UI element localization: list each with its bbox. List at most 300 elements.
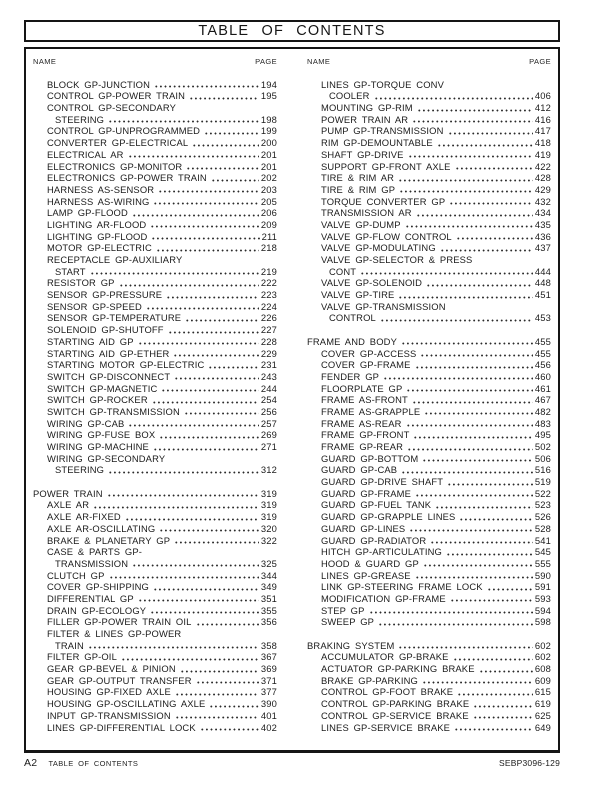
toc-page-number: 417	[534, 125, 551, 137]
toc-entry-row	[33, 78, 277, 90]
toc-page-number: 453	[534, 312, 551, 324]
toc-page-number: 422	[534, 160, 551, 172]
toc-entry-row	[33, 510, 277, 522]
toc-entry-row	[33, 405, 277, 417]
toc-entry-row	[33, 464, 277, 476]
dot-leader	[456, 237, 533, 240]
toc-entry-row	[307, 277, 551, 289]
toc-page-number: 522	[534, 487, 551, 499]
toc-section-row	[307, 639, 551, 651]
footer-page-number: A2	[24, 757, 38, 769]
toc-entry-row	[307, 101, 551, 113]
footer-doc-number: SEBP3096-129	[499, 758, 560, 768]
dot-leader	[398, 646, 532, 649]
dot-leader	[413, 436, 532, 439]
toc-page-number: 194	[260, 78, 277, 90]
toc-page-number: 390	[260, 698, 277, 710]
dot-leader	[173, 354, 258, 357]
toc-entry-title: LINK GP-STEERING FRAME LOCK	[321, 581, 483, 593]
toc-entry-row	[33, 686, 277, 698]
toc-entry-row	[33, 207, 277, 219]
toc-page-number: 602	[534, 651, 551, 663]
toc-entry-row	[33, 359, 277, 371]
dot-leader	[398, 296, 532, 299]
dot-leader	[380, 319, 533, 322]
dot-leader	[450, 599, 533, 602]
toc-entry-row	[307, 78, 551, 90]
toc-page-number: 356	[260, 616, 277, 628]
toc-entry-row	[307, 90, 551, 102]
toc-entry-title: SOLENOID GP-SHUTOFF	[47, 324, 164, 336]
toc-entry-title: SWEEP GP	[321, 616, 375, 628]
toc-entry-title: GUARD GP-BOTTOM	[321, 452, 419, 464]
toc-entry-row	[33, 335, 277, 347]
page-footer	[24, 757, 560, 769]
toc-page-number: 594	[534, 604, 551, 616]
toc-entry-title: CONTROL GP-SERVICE BRAKE	[321, 709, 469, 721]
toc-page-number: 608	[534, 663, 551, 675]
toc-entry-row	[307, 487, 551, 499]
toc-entry-row	[307, 218, 551, 230]
toc-page-number: 319	[260, 487, 277, 499]
toc-page-number: 200	[260, 137, 277, 149]
toc-page-number: 506	[534, 452, 551, 464]
toc-page-number: 228	[260, 335, 277, 347]
toc-entry-row	[307, 125, 551, 137]
toc-entry-title: LAMP GP-FLOOD	[47, 207, 128, 219]
toc-entry-title: CONTROL GP-POWER TRAIN	[47, 90, 186, 102]
dot-leader	[196, 623, 259, 626]
dot-leader	[369, 611, 533, 614]
toc-entry-row	[307, 522, 551, 534]
toc-entry-title: VALVE GP-MODULATING	[321, 242, 436, 254]
page-title: TABLE OF CONTENTS	[198, 23, 386, 39]
toc-entry-title: FILLER GP-POWER TRAIN OIL	[47, 616, 192, 628]
toc-page-number: 460	[534, 370, 551, 382]
toc-entry-title: STARTING AID GP	[47, 335, 134, 347]
toc-page-number: 254	[260, 394, 277, 406]
toc-entry-title: HARNESS AS-SENSOR	[47, 183, 155, 195]
dot-leader	[449, 202, 533, 205]
toc-page-number: 203	[260, 183, 277, 195]
toc-entry-title: WIRING GP-FUSE BOX	[47, 429, 156, 441]
toc-entry-row	[33, 277, 277, 289]
toc-entry-title: RIM GP-DEMOUNTABLE	[321, 137, 433, 149]
toc-entry-row	[307, 253, 551, 265]
dot-leader	[180, 670, 259, 673]
toc-column-2	[307, 57, 551, 733]
toc-entry-title: STEP GP	[321, 604, 365, 616]
toc-entry-row	[307, 475, 551, 487]
toc-entry-row	[33, 136, 277, 148]
dot-leader	[161, 389, 258, 392]
dot-leader	[88, 646, 259, 649]
toc-entry-title: FRAME AS-FRONT	[321, 394, 408, 406]
toc-entry-title: TIRE & RIM GP	[321, 183, 396, 195]
toc-entry-title: CONTROL GP-UNPROGRAMMED	[47, 125, 201, 137]
toc-entry-row	[33, 569, 277, 581]
footer-section-label: TABLE OF CONTENTS	[48, 759, 139, 768]
toc-page-number: 402	[260, 721, 277, 733]
toc-entry-row	[33, 172, 277, 184]
toc-entry-row	[33, 581, 277, 593]
dot-leader	[437, 144, 533, 147]
toc-entry-title: LIGHTING AR-FLOOD	[47, 218, 147, 230]
toc-page-number: 598	[534, 616, 551, 628]
dot-leader	[211, 179, 259, 182]
dot-leader	[406, 389, 533, 392]
toc-entry-title: FRAME GP-FRONT	[321, 429, 410, 441]
dot-leader	[146, 307, 259, 310]
toc-entry-row	[33, 242, 277, 254]
toc-entry-row	[307, 581, 551, 593]
toc-entry-title: STARTING AID GP-ETHER	[47, 347, 170, 359]
toc-page-number: 319	[260, 499, 277, 511]
dot-leader	[446, 553, 533, 556]
toc-entry-title: RESISTOR GP	[47, 277, 115, 289]
toc-entry-row	[33, 183, 277, 195]
toc-entry-row	[33, 651, 277, 663]
column-header-name: NAME	[33, 57, 57, 66]
toc-section-row	[307, 335, 551, 347]
dot-leader	[455, 167, 533, 170]
dot-leader	[159, 529, 259, 532]
toc-page-number: 444	[534, 265, 551, 277]
toc-page-number: 195	[260, 90, 277, 102]
dot-leader	[154, 85, 259, 88]
toc-entry-title: GUARD GP-LINES	[321, 522, 406, 534]
toc-page-number: 209	[260, 218, 277, 230]
toc-entry-title: DRAIN GP-ECOLOGY	[47, 604, 147, 616]
toc-entry-row	[307, 440, 551, 452]
dot-leader	[108, 120, 259, 123]
toc-page-number: 516	[534, 464, 551, 476]
toc-entry-row	[33, 440, 277, 452]
toc-entry-title: FENDER GP	[321, 370, 380, 382]
toc-entry-title: SENSOR GP-PRESSURE	[47, 289, 163, 301]
toc-page-number: 351	[260, 592, 277, 604]
toc-entry-title: ELECTRICAL AR	[47, 148, 124, 160]
toc-page-number: 541	[534, 534, 551, 546]
dot-leader	[189, 97, 259, 100]
toc-entry-title: SWITCH GP-TRANSMISSION	[47, 405, 180, 417]
toc-entry-row	[307, 195, 551, 207]
toc-entry-title: SENSOR GP-SPEED	[47, 300, 142, 312]
toc-entry-row	[307, 510, 551, 522]
dot-leader	[447, 483, 533, 486]
column-header-page: PAGE	[529, 57, 551, 66]
toc-page-number: 467	[534, 394, 551, 406]
toc-page-number: 218	[260, 242, 277, 254]
toc-entry-title: CONTROL GP-PARKING BRAKE	[321, 698, 470, 710]
toc-entry-title: SWITCH GP-DISCONNECT	[47, 370, 171, 382]
toc-entry-title: FILTER GP-OIL	[47, 651, 117, 663]
toc-entry-title: ELECTRONICS GP-MONITOR	[47, 160, 183, 172]
toc-page-number: 226	[260, 312, 277, 324]
toc-entry-row	[307, 382, 551, 394]
toc-page-number: 222	[260, 277, 277, 289]
toc-entry-title: VALVE GP-TIRE	[321, 289, 395, 301]
toc-page-number: 224	[260, 300, 277, 312]
dot-leader	[156, 249, 259, 252]
toc-entry-row	[307, 207, 551, 219]
toc-page-number: 349	[260, 581, 277, 593]
dot-leader	[204, 132, 259, 135]
toc-entry-row	[307, 230, 551, 242]
toc-page-number: 257	[260, 417, 277, 429]
toc-page-number: 416	[534, 113, 551, 125]
dot-leader	[208, 366, 259, 369]
dot-leader	[454, 728, 533, 731]
toc-page-number: 523	[534, 499, 551, 511]
toc-page-number: 269	[260, 429, 277, 441]
dot-leader	[415, 366, 533, 369]
toc-page-number: 206	[260, 207, 277, 219]
dot-leader	[424, 412, 533, 415]
dot-leader	[186, 167, 259, 170]
dot-leader	[435, 506, 533, 509]
toc-page-number: 371	[260, 674, 277, 686]
dot-leader	[150, 225, 259, 228]
toc-page-number: 451	[534, 289, 551, 301]
dot-leader	[401, 342, 533, 345]
dot-leader	[416, 214, 533, 217]
toc-entry-title: TRANSMISSION AR	[321, 207, 412, 219]
toc-entry-title: WIRING GP-CAB	[47, 417, 125, 429]
toc-entry-row	[307, 546, 551, 558]
toc-page-number: 244	[260, 382, 277, 394]
toc-entry-row	[33, 195, 277, 207]
toc-page-number: 377	[260, 686, 277, 698]
toc-entry-title: LINES GP-DIFFERENTIAL LOCK	[47, 721, 196, 733]
toc-page-number: 202	[260, 172, 277, 184]
toc-entry-title: LINES GP-TORQUE CONV	[321, 78, 444, 90]
dot-leader	[409, 529, 533, 532]
dot-leader	[153, 448, 259, 451]
toc-page-number: 528	[534, 522, 551, 534]
toc-entry-title: ELECTRONICS GP-POWER TRAIN	[47, 172, 207, 184]
toc-page-number: 495	[534, 429, 551, 441]
column-header	[307, 57, 551, 66]
column-header-page: PAGE	[255, 57, 277, 66]
toc-entry-row	[33, 417, 277, 429]
toc-entry-row	[33, 534, 277, 546]
toc-entry-row	[307, 113, 551, 125]
toc-entry-title: GUARD GP-DRIVE SHAFT	[321, 476, 444, 488]
dot-leader	[128, 424, 259, 427]
toc-entry-title: MOUNTING GP-RIM	[321, 102, 413, 114]
toc-entry-title: SHAFT GP-DRIVE	[321, 148, 404, 160]
toc-entry-title: HARNESS AS-WIRING	[47, 195, 150, 207]
toc-page-number: 229	[260, 347, 277, 359]
toc-entry-row	[33, 697, 277, 709]
toc-page-number: 649	[534, 721, 551, 733]
toc-entry-row	[33, 604, 277, 616]
dot-leader	[168, 331, 259, 334]
dot-leader	[457, 693, 533, 696]
toc-entry-row	[33, 312, 277, 324]
toc-entry-title: FILTER & LINES GP-POWER	[47, 628, 182, 639]
dot-leader	[399, 190, 533, 193]
toc-entry-title: RECEPTACLE GP-AUXILIARY	[47, 254, 183, 265]
dot-leader	[175, 693, 259, 696]
toc-entry-row	[307, 592, 551, 604]
dot-leader	[422, 681, 533, 684]
toc-entry-row	[307, 405, 551, 417]
toc-entry-title: FRAME AND BODY	[307, 335, 397, 347]
toc-entry-title: COVER GP-SHIPPING	[47, 581, 149, 593]
toc-entry-row	[307, 569, 551, 581]
toc-page-number: 526	[534, 511, 551, 523]
toc-entry-title: BRAKE GP-PARKING	[321, 674, 418, 686]
dot-leader	[132, 564, 259, 567]
dot-leader	[440, 249, 533, 252]
toc-entry-title: CLUTCH GP	[47, 569, 105, 581]
toc-entry-title: FRAME AS-GRAPPLE	[321, 405, 421, 417]
toc-page-number: 199	[260, 125, 277, 137]
toc-entry-row	[33, 253, 277, 265]
toc-entry-title: CASE & PARTS GP-	[47, 546, 143, 558]
toc-entry-row	[33, 382, 277, 394]
toc-entry-row	[307, 721, 551, 733]
dot-leader	[383, 377, 533, 380]
toc-entry-title: WIRING GP-SECONDARY	[47, 452, 166, 464]
toc-entry-title: MOTOR GP-ELECTRIC	[47, 242, 152, 254]
toc-page-number: 436	[534, 230, 551, 242]
toc-entry-row	[33, 230, 277, 242]
toc-page-number: 545	[534, 546, 551, 558]
toc-entry-row	[307, 662, 551, 674]
dot-leader	[151, 237, 259, 240]
toc-entry-row	[307, 686, 551, 698]
toc-entry-title: AXLE AR	[47, 499, 90, 511]
dot-leader	[407, 448, 533, 451]
toc-entry-row	[33, 721, 277, 733]
toc-page-number: 609	[534, 674, 551, 686]
toc-page-number: 201	[260, 160, 277, 172]
toc-entry-title: ACTUATOR GP-PARKING BRAKE	[321, 663, 475, 675]
toc-entry-row	[307, 534, 551, 546]
toc-entry-title: COOLER	[329, 90, 370, 102]
toc-page-number: 593	[534, 592, 551, 604]
toc-entry-title: HOUSING GP-OSCILLATING AXLE	[47, 698, 206, 710]
toc-entry-title: GUARD GP-CAB	[321, 464, 398, 476]
toc-page-number: 602	[534, 639, 551, 651]
toc-entry-title: START	[55, 265, 86, 277]
toc-entry-title: SWITCH GP-ROCKER	[47, 394, 148, 406]
toc-entry-row	[307, 557, 551, 569]
toc-entry-row	[33, 347, 277, 359]
toc-entry-title: STEERING	[55, 113, 105, 125]
dot-leader	[128, 155, 259, 158]
dot-leader	[138, 599, 259, 602]
toc-entry-title: COVER GP-ACCESS	[321, 347, 417, 359]
toc-page-number: 201	[260, 148, 277, 160]
toc-entry-row	[307, 300, 551, 312]
toc-entry-row	[33, 499, 277, 511]
toc-entry-title: FRAME GP-REAR	[321, 441, 404, 452]
toc-entry-title: HOUSING GP-FIXED AXLE	[47, 686, 171, 698]
toc-entry-title: VALVE GP-SELECTOR & PRESS	[321, 254, 473, 265]
toc-entry-title: GUARD GP-RADIATOR	[321, 534, 427, 546]
toc-page-number: 483	[534, 417, 551, 429]
dot-leader	[417, 109, 533, 112]
toc-entry-row	[33, 429, 277, 441]
dot-leader	[406, 424, 533, 427]
toc-entry-title: TRANSMISSION	[55, 557, 129, 569]
dot-leader	[184, 412, 259, 415]
toc-page-number: 435	[534, 218, 551, 230]
toc-page-number: 231	[260, 359, 277, 371]
toc-page-number: 211	[261, 230, 277, 242]
toc-content-box	[24, 47, 560, 753]
toc-entry-row	[33, 288, 277, 300]
toc-entry-title: WIRING GP-MACHINE	[47, 441, 149, 452]
toc-entry-row	[33, 557, 277, 569]
toc-entry-row	[307, 616, 551, 628]
toc-page-number: 437	[534, 242, 551, 254]
column-header-name: NAME	[307, 57, 331, 66]
toc-entry-title: TRAIN	[55, 639, 84, 651]
toc-entry-title: ACCUMULATOR GP-BRAKE	[321, 651, 449, 663]
toc-page-number: 344	[260, 569, 277, 581]
toc-entry-row	[33, 125, 277, 137]
toc-page-number: 412	[534, 102, 551, 114]
toc-entry-title: MODIFICATION GP-FRAME	[321, 592, 446, 604]
toc-entry-title: GEAR GP-OUTPUT TRANSFER	[47, 674, 192, 686]
dot-leader	[125, 518, 259, 521]
dot-leader	[174, 541, 259, 544]
toc-entry-row	[33, 101, 277, 113]
dot-leader	[459, 518, 532, 521]
dot-leader	[159, 436, 259, 439]
toc-page-number: 369	[260, 663, 277, 675]
dot-leader	[153, 588, 259, 591]
dot-leader	[200, 728, 259, 731]
toc-entry-title: SWITCH GP-MAGNETIC	[47, 382, 158, 394]
dot-leader	[138, 342, 259, 345]
toc-entry-row	[307, 429, 551, 441]
title-box	[24, 20, 560, 42]
toc-entry-title: LIGHTING GP-FLOOD	[47, 230, 148, 242]
toc-page-number: 223	[260, 289, 277, 301]
dot-leader	[93, 506, 259, 509]
toc-entry-title: BRAKE & PLANETARY GP	[47, 534, 171, 546]
toc-page-number: 198	[260, 113, 277, 125]
toc-entry-title: VALVE GP-DUMP	[321, 218, 401, 230]
toc-entry-title: GUARD GP-FUEL TANK	[321, 499, 432, 511]
toc-entry-row	[307, 183, 551, 195]
toc-entry-row	[307, 359, 551, 371]
toc-entry-row	[307, 651, 551, 663]
toc-entry-row	[307, 417, 551, 429]
toc-entry-row	[33, 265, 277, 277]
toc-entry-row	[33, 674, 277, 686]
toc-entry-row	[33, 709, 277, 721]
toc-page-number: 419	[534, 148, 551, 160]
toc-page-number: 619	[534, 698, 551, 710]
toc-entry-title: HOOD & GUARD GP	[321, 557, 419, 569]
toc-entry-row	[33, 113, 277, 125]
dot-leader	[420, 354, 532, 357]
toc-entry-row	[33, 592, 277, 604]
dot-leader	[153, 202, 258, 205]
dot-leader	[166, 296, 259, 299]
dot-leader	[174, 377, 259, 380]
toc-entry-row	[307, 697, 551, 709]
dot-leader	[185, 319, 259, 322]
toc-entry-row	[307, 172, 551, 184]
